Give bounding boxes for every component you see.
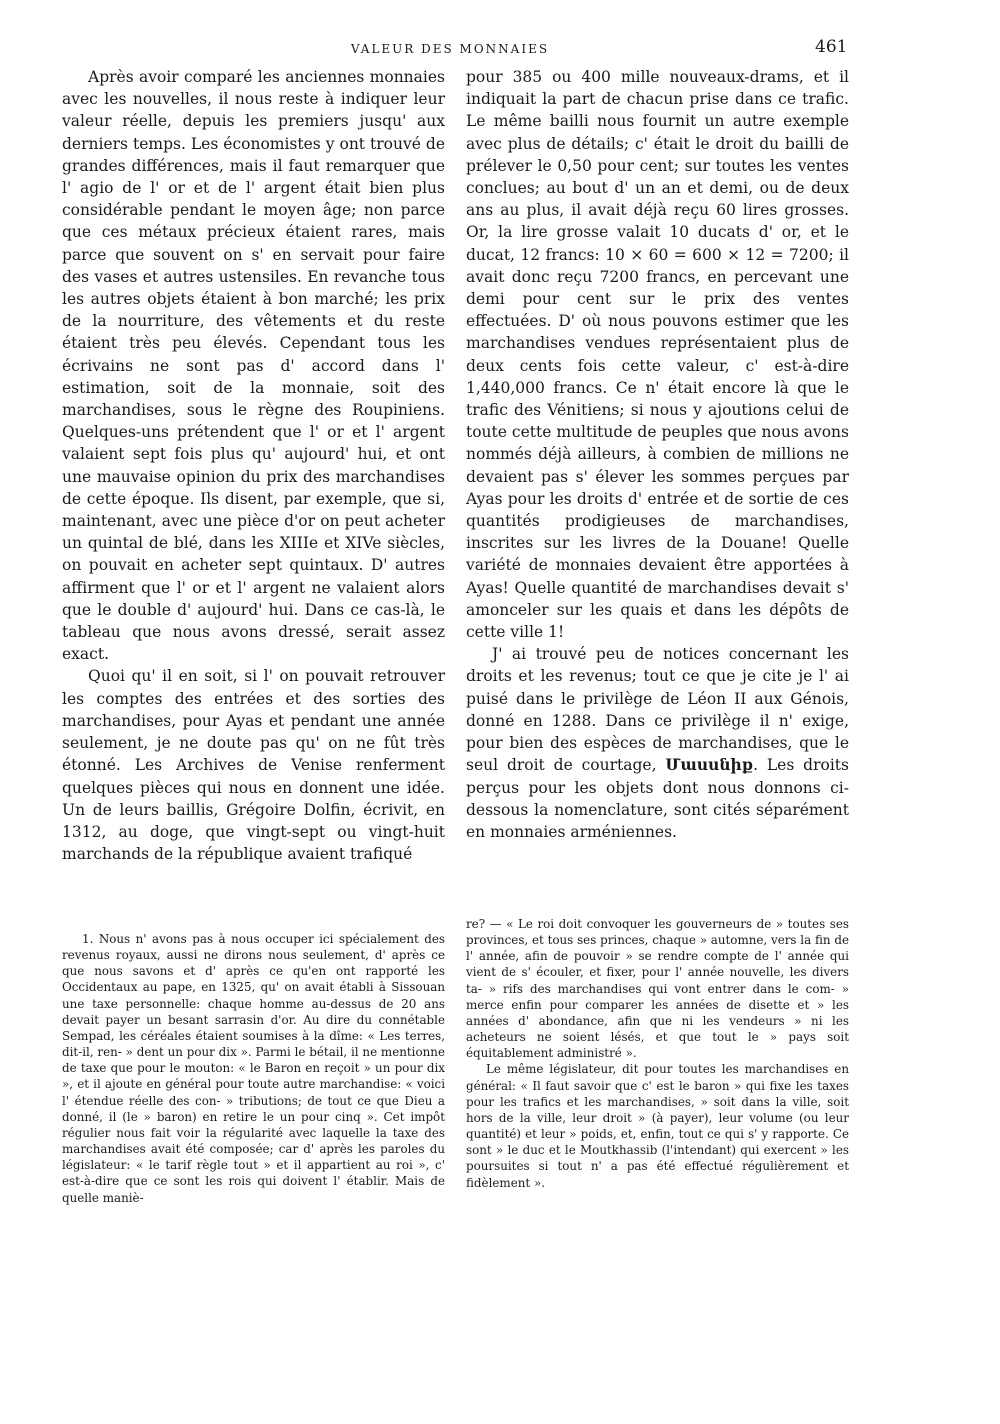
body-column-right [466, 66, 849, 843]
page-number: 461 [815, 37, 848, 57]
footnote-paragraph: Le même législateur, dit pour toutes les marchandises en général: « Il faut savoir que c' est le baron » qui fixe les taxes pour les trafics et les marchandises, » soit dans la ville, soit hors de la ville, leur droit » (à payer), leur volume (ou leur quantité) et leur » poids, et, enfin, tout ce qui s' y rapporte. Ce sont » le duc et le Moutkhassib (l'intendant) qui exercent » les poursuites si tout n' a pas été effectué régulièrement et fidèlement ». [466, 1062, 849, 1190]
footnote-column-right [466, 916, 849, 1191]
footnote-column-left [62, 931, 445, 1206]
footnote-paragraph: 1. Nous n' avons pas à nous occuper ici spécialement des revenus royaux, aussi ne dirons nous seulement, d' après ce que nous savons et d' après ce qu'en ont rapporté les Occidentaux au pape, en 1325, qu' on avait établi à Sissouan une taxe personnelle: chaque homme au-dessus de 20 ans devait payer un besant sarrasin d'or. Au dire du connétable Sempad, les céréales étaient soumises à la dîme: « Les terres, dit-il, ren- » dent un pour dix ». Parmi le bétail, il ne mentionne de taxe que pour le mouton: « le Baron en reçoit » un pour dix », et il ajoute en général pour toute autre marchandise: « voici l' étendue réelle des con- » tributions; de tout ce que Dieu a donné, il (le » baron) en retire le un pour cinq ». Cet impôt régulier nous fait voir la régularité avec laquelle la taxe des marchandises avait été composée; car d' après les paroles du législateur: « le tarif règle tout » et il appartient au roi », c' est-à-dire que ce sont les rois qui doivent l' établir. Mais de quelle maniè- [62, 932, 445, 1205]
body-paragraph [466, 643, 849, 843]
paragraph-text: J' ai trouvé peu de notices concernant les droits et les revenus; tout ce que je cite je l' ai puisé dans le privilège de Léon II aux Génois, donné en 1288. Dans ce privilège il n' exige, pour bien des espèces de marchandises, que le seul droit de courtage, [466, 645, 849, 775]
paragraph-text: . Les droits perçus pour les objets dont nous donnons ci-dessous la nomenclature, sont cités séparément en monnaies arméniennes. [466, 756, 849, 841]
body-paragraph: Après avoir comparé les anciennes monnaies avec les nouvelles, il nous reste à indiquer leur valeur réelle, depuis les premiers jusqu' aux derniers temps. Les économistes y ont trouvé de grandes différences, mais il faut remarquer que l' agio de l' or et de l' argent était bien plus considérable pendant le moyen âge; non parce que ces métaux précieux étaient rares, mais parce que souvent on s' en servait pour faire des vases et autres ustensiles. En revanche tous les autres objets étaient à bon marché; les prix de la nourriture, des vêtements et du reste étaient très peu élevés. Cependant tous les écrivains ne sont pas d' accord dans l' estimation, soit de la monnaie, soit des marchandises, sous le règne des Roupiniens. Quelques-uns prétendent que l' or et l' argent valaient sept fois plus qu' aujourd' hui, et ont une mauvaise opinion du prix des marchandises de cette époque. Ils disent, par exemple, que si, maintenant, avec une pièce d'or on peut acheter un quintal de blé, dans les XIIIe et XIVe siècles, on pouvait en acheter sept quintaux. D' autres affirment que l' or et l' argent ne valaient alors que le double d' aujourd' hui. Dans ce cas-là, le tableau que nous avons dressé, serait assez exact. [62, 68, 445, 664]
running-header: VALEUR DES MONNAIES [350, 42, 550, 56]
footnote-paragraph: re? — « Le roi doit convoquer les gouverneurs de » toutes ses provinces, et tous ses princes, chaque » automne, vers la fin de l' année, afin de pouvoir » se rendre compte de l' année qui vient de s' écouler, et fixer, pour l' année nouvelle, les divers ta- » rifs des marchandises qui vont entrer dans le com- » merce enfin pour comparer les années de disette et » les années d' abondance, afin que ni les vendeurs » ni les acheteurs ne soient lésés, et que tout le » pays soit équitablement administré ». [466, 917, 849, 1061]
armenian-term: Մասսնիք [665, 755, 754, 775]
body-column-left [62, 66, 445, 865]
body-paragraph: Quoi qu' il en soit, si l' on pouvait retrouver les comptes des entrées et des sorties des marchandises, pour Ayas et pendant une année seulement, je ne doute pas qu' on ne fût très étonné. Les Archives de Venise renferment quelques pièces qui nous en donnent une idée. Un de leurs baillis, Grégoire Dolfin, écrivit, en 1312, au doge, que vingt-sept ou vingt-huit marchands de la république avaient trafiqué [62, 667, 445, 864]
body-paragraph: pour 385 ou 400 mille nouveaux-drams, et il indiquait la part de chacun prise dans ce trafic. Le même bailli nous fournit un autre exemple avec plus de détails; c' était le droit du bailli de prélever le 0,50 pour cent; sur toutes les ventes conclues; au bout d' un an et demi, ou de deux ans au plus, il avait déjà reçu 60 lires grosses. Or, la lire grosse valait 10 ducats d' or, et le ducat, 12 francs: 10 × 60 = 600 × 12 = 7200; il avait donc reçu 7200 francs, en percevant une demi pour cent sur le prix des ventes effectuées. D' où nous pouvons estimer que les marchandises vendues représentaient plus de deux cents fois cette valeur, c' est-à-dire 1,440,000 francs. Ce n' était encore là que le trafic des Vénitiens; si nous y ajoutions celui de toute cette multitude de peuples que nous avons nommés déjà ailleurs, à combien de millions ne devaient pas s' élever les sommes perçues par Ayas pour les droits d' entrée et de sortie de ces quantités prodigieuses de marchandises, inscrites sur les livres de la Douane! Quelle variété de monnaies devaient être apportées à Ayas! Quelle quantité de marchandises devait s' amonceler sur les quais et dans les dépôts de cette ville 1! [466, 68, 849, 642]
